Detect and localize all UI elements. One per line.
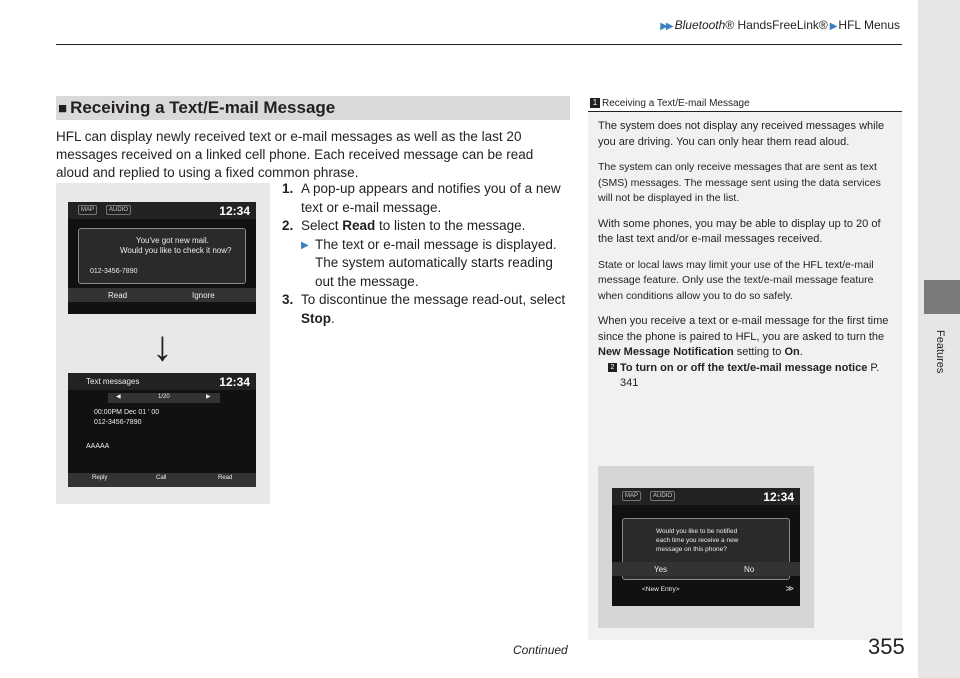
step-text-pre: To discontinue the message read-out, select: [301, 292, 566, 307]
prompt-button-bar: [612, 562, 800, 576]
note-p5-mid: setting to: [733, 346, 785, 358]
message-counter: 1/20: [158, 394, 170, 400]
ignore-button[interactable]: Ignore: [192, 291, 215, 300]
down-arrow-icon: ↓: [152, 322, 173, 369]
prompt-line-3: message on this phone?: [656, 546, 727, 553]
note-paragraph-2: The system can only receive messages that are sent as text (SMS) messages. The message sent using the data services will not be displayed in the list.: [598, 161, 881, 204]
step-1: [282, 180, 572, 217]
note-title-bar: [588, 96, 902, 112]
note-marker-icon: 1: [590, 98, 600, 108]
step-2: [282, 217, 572, 291]
note-p5-bold: New Message Notification: [598, 346, 734, 358]
step-text-bold: Read: [342, 218, 376, 233]
audio-chip: AUDIO: [650, 491, 675, 501]
step-3: [282, 291, 572, 328]
side-tab-label: Features: [934, 330, 946, 374]
prompt-line-2: each time you receive a new: [656, 537, 739, 544]
breadcrumb-handsfreelink: ® HandsFreeLink®: [725, 18, 828, 32]
map-chip: MAP: [78, 205, 97, 215]
text-messages-title: Text messages: [86, 377, 140, 386]
xref-page: P. 341: [620, 361, 880, 389]
audio-chip: AUDIO: [106, 205, 131, 215]
popup-button-bar: [68, 288, 256, 302]
new-entry-label: <New Entry>: [642, 586, 680, 593]
screenshot-panel: [56, 183, 270, 504]
breadcrumb: [660, 18, 900, 32]
step-number: 3.: [282, 292, 294, 307]
notification-setting-screenshot: [598, 466, 814, 628]
note-body: [598, 119, 894, 392]
step-text-post: to listen to the message.: [375, 218, 526, 233]
prev-arrow-icon[interactable]: ◀: [116, 394, 121, 400]
section-heading: [56, 96, 570, 120]
note-p5-bold2: On: [784, 346, 800, 358]
triangle-bullet-icon: ▶: [301, 239, 309, 251]
scroll-down-icon[interactable]: ≫: [785, 584, 794, 593]
new-mail-popup-screen: [68, 202, 256, 314]
xref-title: To turn on or off the text/e-mail message notice: [620, 361, 868, 374]
double-arrow-icon: ▶▶: [660, 21, 672, 32]
arrow-icon: ▶: [829, 21, 836, 32]
next-arrow-icon[interactable]: ▶: [206, 394, 211, 400]
popup-line-1: You've got new mail.: [136, 236, 209, 245]
breadcrumb-bluetooth: Bluetooth: [674, 18, 726, 32]
clock-time: 12:34: [219, 204, 250, 218]
cross-reference-icon: 2: [608, 363, 617, 372]
note-p5-post: .: [799, 346, 803, 358]
square-bullet-icon: ■: [58, 100, 68, 117]
note-title: Receiving a Text/E-mail Message: [602, 98, 750, 109]
message-sender: 012-3456-7890: [94, 419, 142, 426]
prompt-line-1: Would you like to be notified: [656, 528, 738, 535]
step-text-pre: Select: [301, 218, 343, 233]
step-number: 2.: [282, 218, 294, 233]
call-button[interactable]: Call: [156, 475, 167, 481]
page-number: 355: [868, 634, 905, 659]
steps-list: [282, 180, 572, 328]
note-paragraph-4: State or local laws may limit your use of the HFL text/e-mail message feature. Only use the text/e-mail message feature when conditions allow you to do so safely.: [598, 258, 874, 302]
notification-prompt-screen: [612, 488, 800, 606]
side-tab-marker: [924, 280, 960, 314]
clock-time: 12:34: [219, 375, 250, 389]
no-button[interactable]: No: [744, 565, 755, 574]
note-paragraph-1: The system does not display any received messages while you are driving. You can only hear them read aloud.: [598, 120, 885, 148]
continued-label: Continued: [513, 643, 568, 657]
note-paragraph-3: With some phones, you may be able to display up to 20 of the last text and/or e-mail messages received.: [598, 217, 881, 245]
step-2-substep: [301, 236, 572, 292]
step-number: 1.: [282, 181, 294, 196]
note-paragraph-5: [598, 314, 894, 361]
step-text-bold: Stop: [301, 310, 331, 326]
step-text-post: .: [331, 310, 335, 326]
clock-time: 12:34: [763, 490, 794, 504]
breadcrumb-hfl-menus: HFL Menus: [838, 18, 900, 32]
read-button[interactable]: Read: [108, 291, 128, 300]
side-tab: [918, 0, 960, 678]
reply-button[interactable]: Reply: [92, 475, 108, 481]
intro-paragraph: HFL can display newly received text or e-mail messages as well as the last 20 messages received on a linked cell phone. Each received message can be read aloud and replied to using a fixed common phrase.: [56, 129, 534, 180]
message-date: 00:00PM Dec 01 ' 00: [94, 409, 160, 416]
section-title: Receiving a Text/E-mail Message: [70, 98, 336, 117]
text-messages-screen: [68, 373, 256, 487]
substep-text: The text or e-mail message is displayed. The system automatically starts reading out the message.: [315, 236, 557, 289]
header-rule: [56, 44, 902, 45]
yes-button[interactable]: Yes: [654, 565, 668, 574]
message-body: AAAAA: [86, 443, 110, 450]
read-button[interactable]: Read: [218, 475, 233, 481]
step-text: A pop-up appears and notifies you of a new text or e-mail message.: [301, 181, 561, 215]
popup-line-2: Would you like to check it now?: [120, 246, 232, 255]
cross-reference-link[interactable]: [598, 361, 894, 392]
phone-number: 012-3456-7890: [90, 268, 138, 275]
map-chip: MAP: [622, 491, 641, 501]
note-p5-pre: When you receive a text or e-mail message for the first time since the phone is paired to HFL, you are asked to turn the: [598, 315, 889, 343]
